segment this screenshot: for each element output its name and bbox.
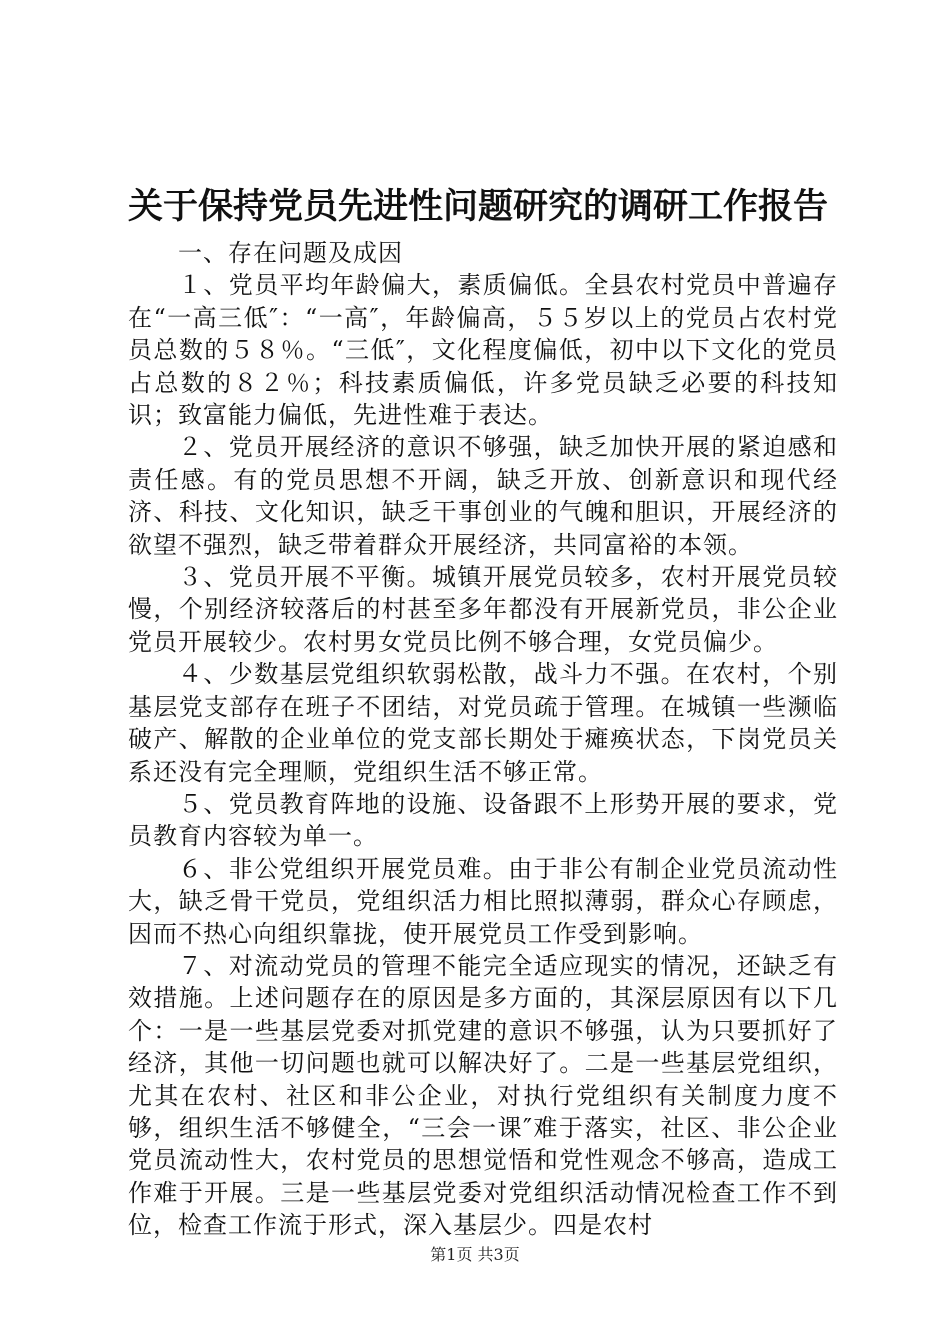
paragraph-6: ６、非公党组织开展党员难。由于非公有制企业党员流动性大，缺乏骨干党员，党组织活力相比照拟薄弱，群众心存顾虑，因而不热心向组织靠拢，使开展党员工作受到影响。 (128, 854, 838, 948)
paragraph-4: ４、少数基层党组织软弱松散，战斗力不强。在农村，个别基层党支部存在班子不团结，对党员疏于管理。在城镇一些濒临破产、解散的企业单位的党支部长期处于瘫痪状态，下岗党员关系还没有完全理顺，党组织生活不够正常。 (128, 660, 838, 786)
document-title: 关于保持党员先进性问题研究的调研工作报告 (128, 186, 829, 227)
paragraph-3: ３、党员开展不平衡。城镇开展党员较多，农村开展党员较慢，个别经济较落后的村甚至多年都没有开展新党员，非公企业党员开展较少。农村男女党员比例不够合理，女党员偏少。 (128, 563, 838, 656)
page-number: 第1页 共3页 (430, 1245, 520, 1264)
paragraph-5: ５、党员教育阵地的设施、设备跟不上形势开展的要求，党员教育内容较为单一。 (128, 789, 838, 851)
paragraph-1: １、党员平均年龄偏大，素质偏低。全县农村党员中普遍存在“一高三低″：“一高″，年龄偏高，５５岁以上的党员占农村党员总数的５８％。“三低″，文化程度偏低，初中以下文化的党员占总数的８２％；科技素质偏低，许多党员缺乏必要的科技知识；致富能力偏低，先进性难于表达。 (128, 271, 838, 430)
paragraph-7: ７、对流动党员的管理不能完全适应现实的情况，还缺乏有效措施。上述问题存在的原因是多方面的，其深层原因有以下几个：一是一些基层党委对抓党建的意识不够强，认为只要抓好了经济，其他一切问题也就可以解决好了。二是一些基层党组织，尤其在农村、社区和非公企业，对执行党组织有关制度力度不够，组织生活不够健全，“三会一课″难于落实，社区、非公企业党员流动性大，农村党员的思想觉悟和党性观念不够高，造成工作难于开展。三是一些基层党委对党组织活动情况检查工作不到位，检查工作流于形式，深入基层少。四是农村 (128, 951, 838, 1240)
paragraph-2: ２、党员开展经济的意识不够强，缺乏加快开展的紧迫感和责任感。有的党员思想不开阔，缺乏开放、创新意识和现代经济、科技、文化知识，缺乏干事创业的气魄和胆识，开展经济的欲望不强烈，缺乏带着群众开展经济，共同富裕的本领。 (128, 433, 838, 559)
section-heading: 一、存在问题及成因 (178, 239, 403, 267)
document-body (128, 237, 838, 1242)
